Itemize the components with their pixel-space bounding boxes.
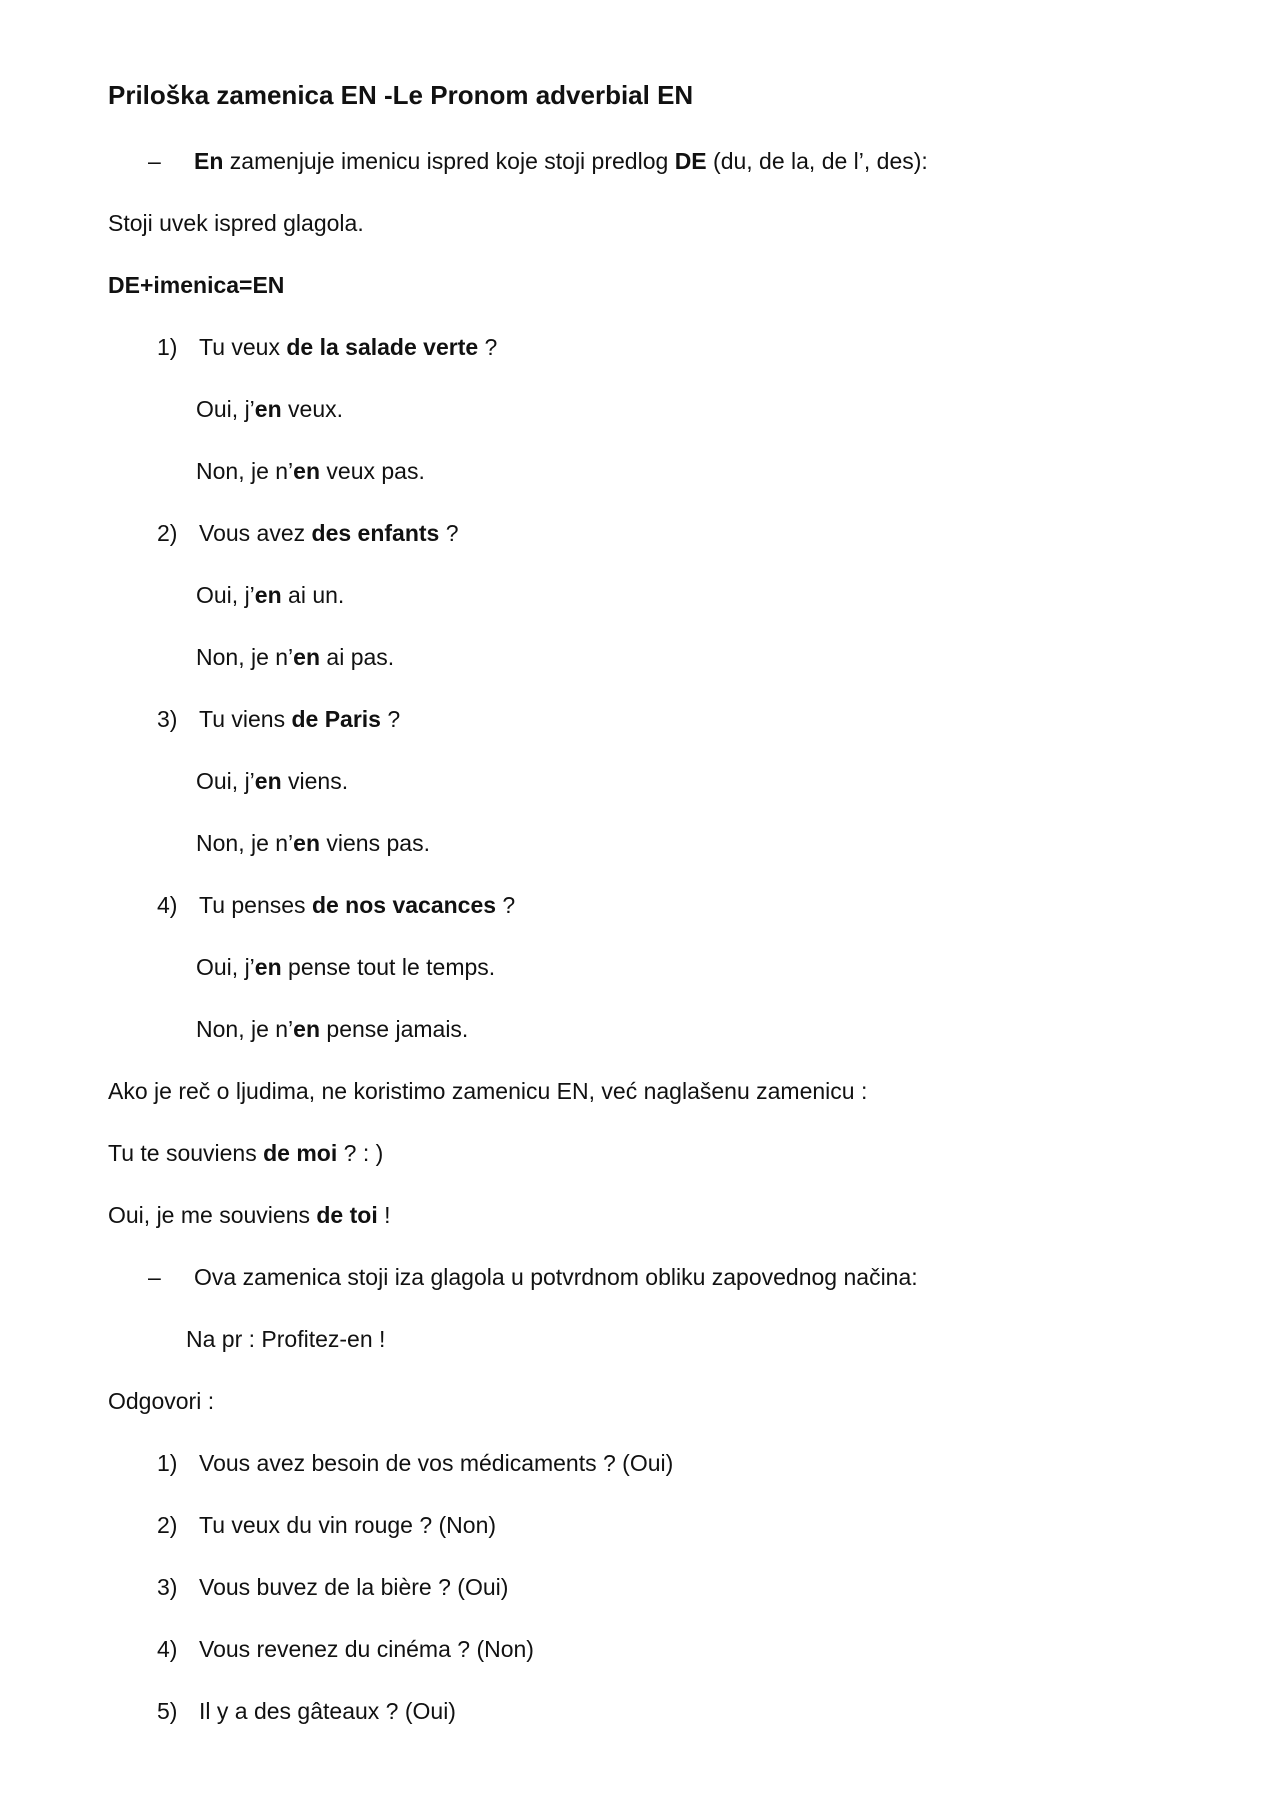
q-post: ? bbox=[439, 520, 459, 546]
q-post: ? bbox=[496, 892, 516, 918]
formula bbox=[108, 270, 284, 300]
formula-text: DE+imenica=EN bbox=[108, 272, 285, 298]
exercise-item bbox=[157, 1696, 456, 1726]
rule-1-text-a: zamenjuje imenicu ispred koje stoji predlog bbox=[223, 148, 675, 174]
q-post: ? bbox=[478, 334, 498, 360]
no-pre: Non, je n’ bbox=[196, 644, 294, 670]
exercise-item bbox=[157, 1572, 508, 1602]
rule-1-text bbox=[194, 146, 928, 176]
yes-post: pense tout le temps. bbox=[281, 954, 496, 980]
exercise-heading: Odgovori : bbox=[108, 1388, 215, 1414]
rule-2-example: Na pr : Profitez-en ! bbox=[186, 1326, 386, 1352]
example-yes bbox=[196, 394, 343, 424]
example-question bbox=[157, 332, 497, 362]
no-post: veux pas. bbox=[320, 458, 425, 484]
example-no bbox=[196, 828, 430, 858]
yes-post: ai un. bbox=[281, 582, 345, 608]
exercise-item bbox=[157, 1634, 534, 1664]
q-pre: Vous avez bbox=[199, 520, 312, 546]
people-q-bold: de moi bbox=[263, 1140, 338, 1166]
yes-pre: Oui, j’ bbox=[196, 954, 255, 980]
q-bold: de la salade verte bbox=[286, 334, 479, 360]
people-a-bold: de toi bbox=[316, 1202, 378, 1228]
yes-bold: en bbox=[254, 768, 282, 794]
example-question bbox=[157, 704, 400, 734]
dash-bullet: – bbox=[148, 1264, 161, 1290]
exercise-number: 2) bbox=[157, 1512, 178, 1538]
example-yes bbox=[196, 580, 344, 610]
example-question bbox=[157, 890, 515, 920]
example-no bbox=[196, 1014, 468, 1044]
no-post: pense jamais. bbox=[320, 1016, 469, 1042]
rule-2-text: Ova zamenica stoji iza glagola u potvrdnom obliku zapovednog načina: bbox=[194, 1264, 918, 1290]
no-pre: Non, je n’ bbox=[196, 458, 294, 484]
exercise-item bbox=[157, 1510, 496, 1540]
no-pre: Non, je n’ bbox=[196, 1016, 294, 1042]
no-bold: en bbox=[293, 830, 321, 856]
q-bold: de Paris bbox=[291, 706, 381, 732]
exercise-number: 4) bbox=[157, 1636, 178, 1662]
no-post: ai pas. bbox=[320, 644, 395, 670]
dash-bullet: – bbox=[148, 148, 161, 174]
exercise-text: Vous buvez de la bière ? (Oui) bbox=[199, 1574, 509, 1600]
no-post: viens pas. bbox=[320, 830, 430, 856]
position-note: Stoji uvek ispred glagola. bbox=[108, 210, 364, 236]
example-number: 2) bbox=[157, 520, 178, 546]
page-title: Priloška zamenica EN -Le Pronom adverbial EN bbox=[108, 80, 694, 110]
yes-pre: Oui, j’ bbox=[196, 582, 255, 608]
exercise-text: Vous avez besoin de vos médicaments ? (Oui) bbox=[199, 1450, 674, 1476]
example-no bbox=[196, 642, 394, 672]
people-q-pre: Tu te souviens bbox=[108, 1140, 264, 1166]
rule-1-bold-de: DE bbox=[674, 148, 707, 174]
example-question bbox=[157, 518, 459, 548]
people-note: Ako je reč o ljudima, ne koristimo zamenicu EN, već naglašenu zamenicu : bbox=[108, 1078, 868, 1104]
example-yes bbox=[196, 766, 348, 796]
rule-1-text-b: (du, de la, de l’, des): bbox=[706, 148, 928, 174]
exercise-item bbox=[157, 1448, 673, 1478]
example-no bbox=[196, 456, 425, 486]
example-number: 1) bbox=[157, 334, 178, 360]
q-pre: Tu penses bbox=[199, 892, 312, 918]
people-question bbox=[108, 1138, 383, 1168]
yes-pre: Oui, j’ bbox=[196, 768, 255, 794]
exercise-number: 3) bbox=[157, 1574, 178, 1600]
exercise-number: 5) bbox=[157, 1698, 178, 1724]
example-number: 3) bbox=[157, 706, 178, 732]
people-a-pre: Oui, je me souviens bbox=[108, 1202, 317, 1228]
exercise-text: Vous revenez du cinéma ? (Non) bbox=[199, 1636, 534, 1662]
yes-bold: en bbox=[254, 582, 282, 608]
yes-bold: en bbox=[254, 954, 282, 980]
exercise-text: Il y a des gâteaux ? (Oui) bbox=[199, 1698, 456, 1724]
people-answer bbox=[108, 1200, 391, 1230]
yes-pre: Oui, j’ bbox=[196, 396, 255, 422]
rule-1-bold-en: En bbox=[194, 148, 224, 174]
people-a-post: ! bbox=[377, 1202, 391, 1228]
q-bold: des enfants bbox=[311, 520, 440, 546]
example-number: 4) bbox=[157, 892, 178, 918]
exercise-text: Tu veux du vin rouge ? (Non) bbox=[199, 1512, 497, 1538]
no-bold: en bbox=[293, 644, 321, 670]
no-bold: en bbox=[293, 1016, 321, 1042]
yes-bold: en bbox=[254, 396, 282, 422]
people-q-post: ? : ) bbox=[337, 1140, 384, 1166]
yes-post: veux. bbox=[281, 396, 344, 422]
yes-post: viens. bbox=[281, 768, 349, 794]
q-bold: de nos vacances bbox=[311, 892, 497, 918]
q-post: ? bbox=[380, 706, 401, 732]
no-bold: en bbox=[293, 458, 321, 484]
q-pre: Tu viens bbox=[199, 706, 292, 732]
example-yes bbox=[196, 952, 495, 982]
exercise-number: 1) bbox=[157, 1450, 178, 1476]
q-pre: Tu veux bbox=[199, 334, 287, 360]
no-pre: Non, je n’ bbox=[196, 830, 294, 856]
